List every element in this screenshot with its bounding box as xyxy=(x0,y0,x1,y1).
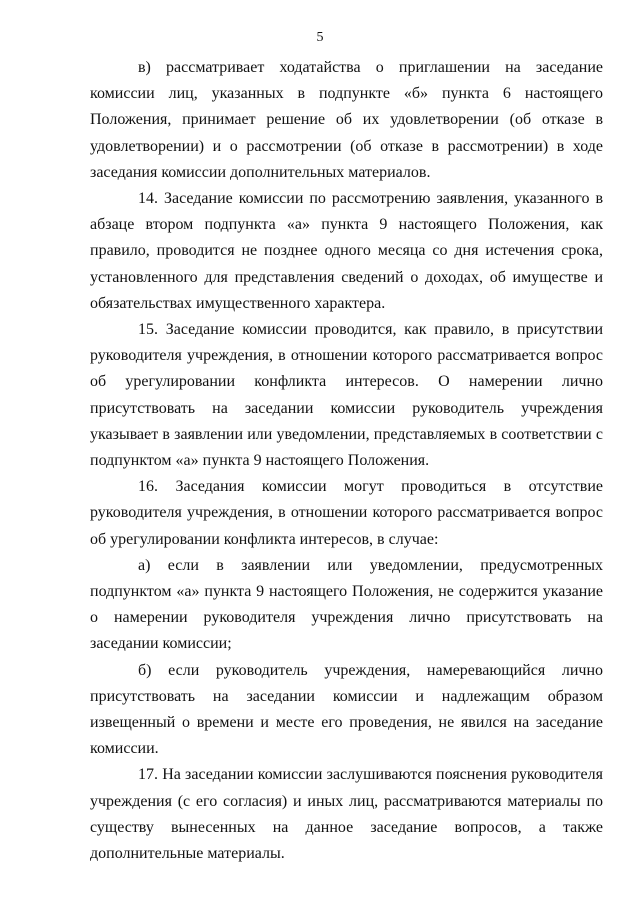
paragraph-17: 17. На заседании комиссии заслушиваются пояснения руководителя учреждения (с его согласия) и иных лиц, рассматриваются материалы по существу вынесенных на данное заседание вопросов, а также дополнительные материалы. xyxy=(90,766,603,863)
paragraph-15: 15. Заседание комиссии проводится, как правило, в присутствии руководителя учреждения, в отношении которого рассматривается вопрос об урегулировании конфликта интересов. О намерении лично присутствовать на заседании комиссии руководитель учреждения указывает в заявлении или уведомлении, представляемых в соответствии с подпунктом «а» пункта 9 настоящего Положения. xyxy=(90,321,603,470)
paragraph-v: в) рассматривает ходатайства о приглашении на заседание комиссии лиц, указанных в подпункте «б» пункта 6 настоящего Положения, принимает решение об их удовлетворении (об отказе в удовлетворении) и о рассмотрении (об отказе в рассмотрении) в ходе заседания комиссии дополнительных материалов. xyxy=(90,59,603,181)
document-body xyxy=(90,55,603,867)
paragraph-16: 16. Заседания комиссии могут проводиться в отсутствие руководителя учреждения, в отношении которого рассматривается вопрос об урегулировании конфликта интересов, в случае: xyxy=(90,478,603,548)
paragraph-16a: а) если в заявлении или уведомлении, предусмотренных подпунктом «а» пункта 9 настоящего Положения, не содержится указание о намерении руководителя учреждения лично присутствовать на заседании комиссии; xyxy=(90,556,603,653)
page-number: 5 xyxy=(316,30,324,45)
paragraph-14: 14. Заседание комиссии по рассмотрению заявления, указанного в абзаце втором подпункта «а» пункта 9 настоящего Положения, как правило, проводится не позднее одного месяца со дня истечения срока, установленного для представления сведений о доходах, об имуществе и обязательствах имущественного характера. xyxy=(90,190,603,312)
paragraph-16b: б) если руководитель учреждения, намеревающийся лично присутствовать на заседании комиссии и надлежащим образом извещенный о времени и месте его проведения, не явился на заседание комиссии. xyxy=(90,661,603,758)
